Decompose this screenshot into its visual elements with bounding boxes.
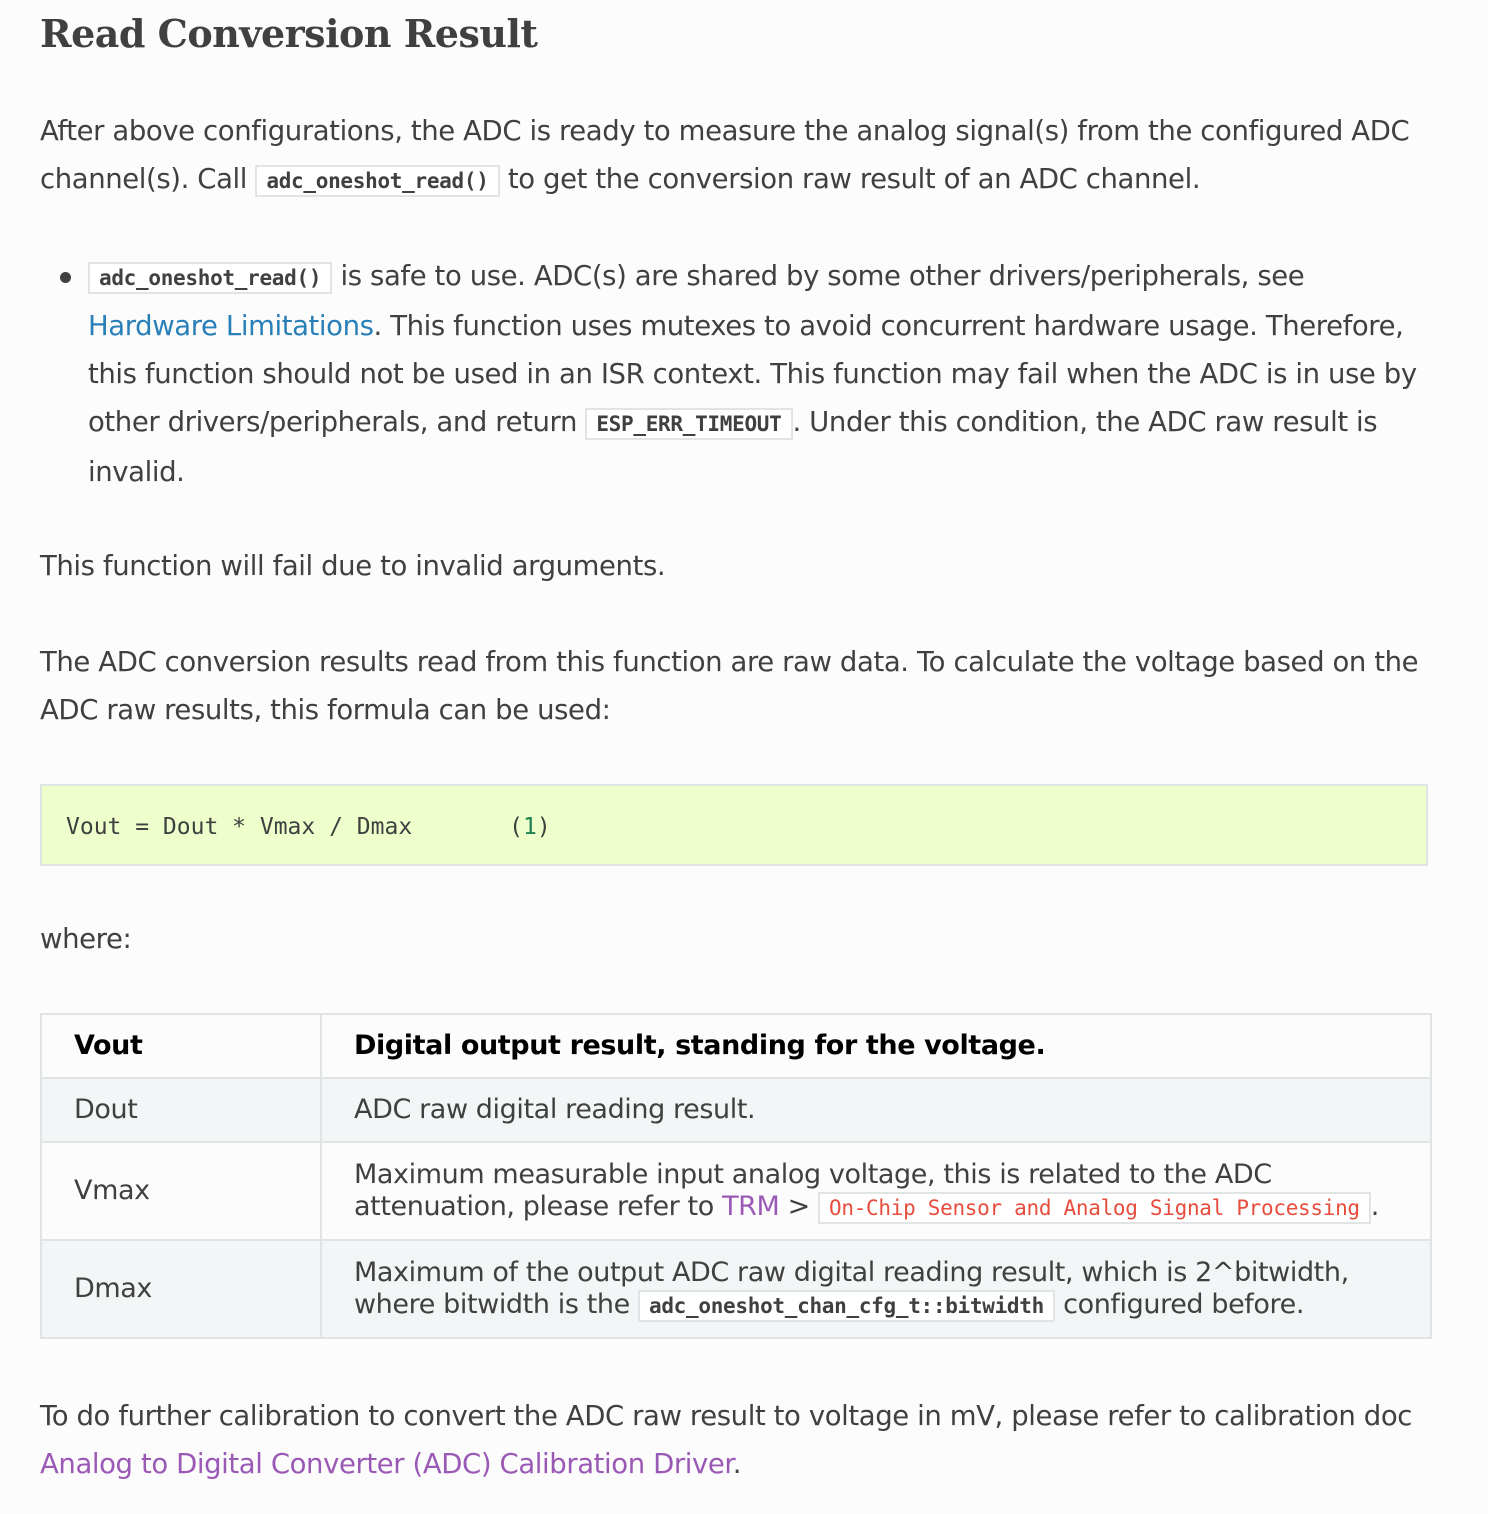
- calibration-text-after: .: [732, 1448, 742, 1480]
- intro-text-after: to get the conversion raw result of an ADC channel.: [499, 163, 1201, 195]
- table-row: [41, 1142, 1431, 1240]
- separator: >: [779, 1190, 819, 1222]
- description-text: Maximum measurable input analog voltage, this is related to the ADC attenuation, please refer to: [354, 1158, 1272, 1222]
- adc-calibration-driver-link[interactable]: Analog to Digital Converter (ADC) Calibration Driver: [40, 1448, 733, 1480]
- description-text: .: [1370, 1190, 1379, 1222]
- hardware-limitations-link[interactable]: Hardware Limitations: [88, 310, 374, 342]
- term-cell: Dmax: [41, 1240, 321, 1338]
- description-text: Maximum of the output ADC raw digital reading result, which is 2^bitwidth, where bitwidth is the: [354, 1256, 1349, 1320]
- term-cell: Vout: [41, 1014, 321, 1078]
- bullet-icon: [60, 272, 71, 283]
- description-cell: Digital output result, standing for the voltage.: [321, 1014, 1431, 1078]
- table-row: [41, 1240, 1431, 1338]
- where-label: where:: [40, 923, 132, 955]
- term-cell: Dout: [41, 1078, 321, 1142]
- formula-intro: The ADC conversion results read from this function are raw data. To calculate the voltage based on the ADC raw results, this formula can be used:: [40, 646, 1419, 726]
- description-cell: ADC raw digital reading result.: [321, 1078, 1431, 1142]
- table-row: [41, 1078, 1431, 1142]
- definitions-table: [40, 1013, 1432, 1339]
- trm-section-reference: On-Chip Sensor and Analog Signal Processing: [818, 1192, 1371, 1224]
- formula-expression: Vout = Dout * Vmax / Dmax: [66, 814, 413, 840]
- notes-list: [40, 252, 1418, 496]
- calibration-text: To do further calibration to convert the ADC raw result to voltage in mV, please refer to calibration doc: [40, 1400, 1412, 1432]
- term-cell: Vmax: [41, 1142, 321, 1240]
- list-item: [40, 252, 1418, 496]
- list-item-text: . Under this condition, the ADC raw result is invalid.: [88, 406, 1378, 488]
- description-text: configured before.: [1054, 1288, 1305, 1320]
- calibration-paragraph: [40, 1392, 1438, 1488]
- code-bitwidth: adc_oneshot_chan_cfg_t::bitwidth: [638, 1290, 1055, 1322]
- intro-text: After above configurations, the ADC is ready to measure the analog signal(s) from the configured ADC channel(s). Call: [40, 115, 1410, 195]
- section-heading: Read Conversion Result: [40, 11, 538, 56]
- intro-paragraph: [40, 107, 1428, 205]
- equation-number: [509, 814, 551, 840]
- list-item-text: . This function uses mutexes to avoid concurrent hardware usage. Therefore, this function should not be used in an ISR context. This function may fail when the ADC is in use by other drivers/peripherals, and return: [88, 310, 1417, 438]
- code-esp-err-timeout: ESP_ERR_TIMEOUT: [585, 408, 792, 440]
- code-adc-oneshot-read: adc_oneshot_read(): [255, 165, 499, 197]
- eq-paren-open: (: [509, 814, 523, 840]
- invalid-args-note: This function will fail due to invalid arguments.: [40, 550, 666, 582]
- formula-block: [40, 784, 1428, 866]
- list-item-text: is safe to use. ADC(s) are shared by some other drivers/peripherals, see: [332, 260, 1305, 292]
- table-row: [41, 1014, 1431, 1078]
- eq-number-value: 1: [522, 814, 537, 840]
- code-adc-oneshot-read: adc_oneshot_read(): [88, 262, 332, 294]
- description-cell: [321, 1142, 1431, 1240]
- trm-link[interactable]: TRM: [722, 1190, 780, 1222]
- eq-paren-close: ): [536, 814, 551, 840]
- description-cell: [321, 1240, 1431, 1338]
